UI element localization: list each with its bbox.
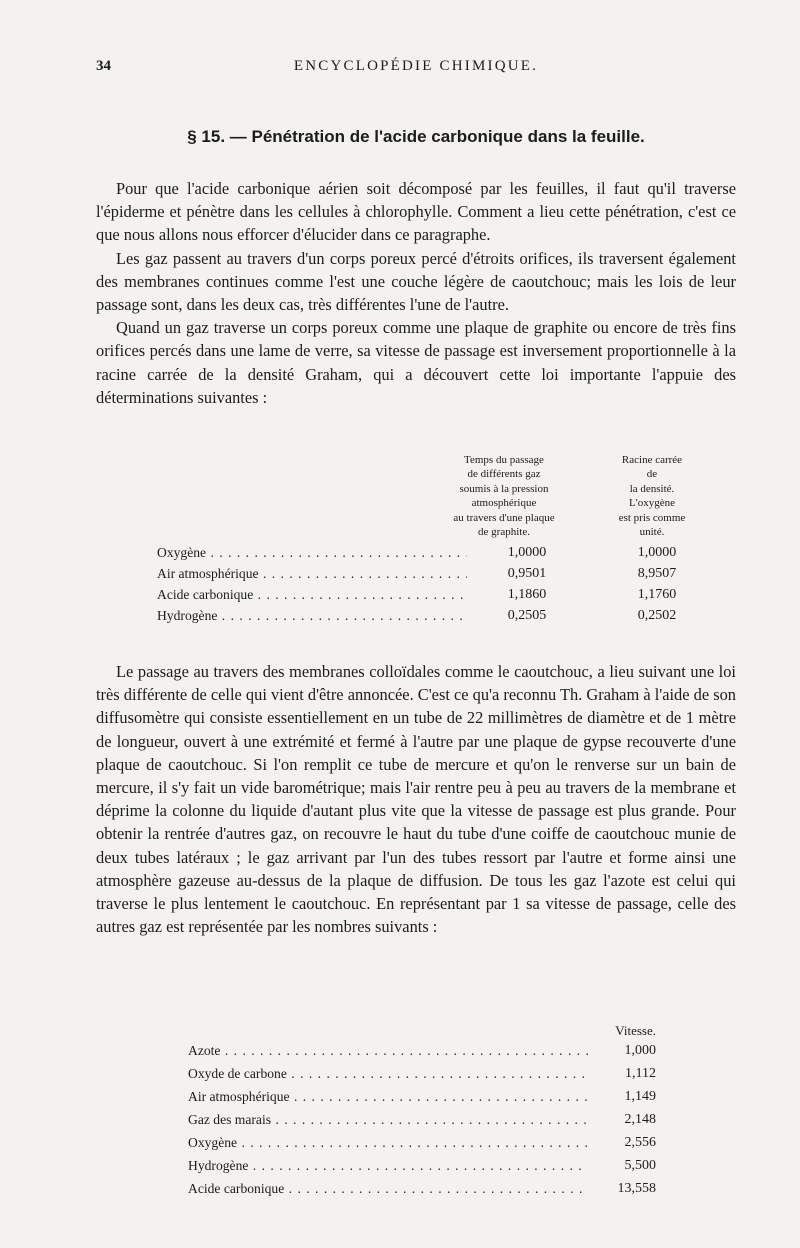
col-header-density-root: Racine carrée de la densité. L'oxygène est pris comme unité. (618, 454, 686, 539)
journal-title: ENCYCLOPÉDIE CHIMIQUE. (293, 58, 539, 74)
page-number: 34 (96, 58, 111, 74)
table-row: Hydrogène . . . 0,2505 0,2502 (157, 608, 730, 628)
rubber-diffusion-table (188, 1023, 668, 1218)
graphite-diffusion-table (157, 453, 730, 631)
col-header-passage-time: Temps du passage de différents gaz soumis à la pression atmosphérique au travers d'une plaque de graphite. (453, 454, 555, 539)
table-row: Oxyde de carbone . . . 1,112 (188, 1066, 658, 1086)
table-row: Azote . . . 1,000 (188, 1043, 658, 1063)
membrane-text (96, 660, 736, 938)
section-heading: § 15. — Pénétration de l'acide carbonique dans la feuille. (187, 127, 645, 146)
table-row: Air atmosphérique . . . 1,149 (188, 1089, 658, 1109)
table-row: Oxygène . . . 2,556 (188, 1135, 658, 1155)
table-row: Acide carbonique . . . 1,1860 1,1760 (157, 587, 730, 607)
paragraph-2: Les gaz passent au travers d'un corps poreux percé d'étroits orifices, ils traversent également des membranes continues comme l'est une couche légère de caoutchouc; mais les lois de leur passage sont, dans les deux cas, très différentes l'une de l'autre. (96, 248, 736, 315)
paragraph-3: Quand un gaz traverse un corps poreux comme une plaque de graphite ou encore de très fins orifices percés dans une lame de verre, sa vitesse de passage est inversement proportionnelle à la racine carrée de la densité Graham, qui a découvert cette loi importante l'appuie des déterminations suivantes : (96, 318, 736, 407)
running-head (96, 58, 736, 80)
table-row: Gaz des marais . . . 2,148 (188, 1112, 658, 1132)
table-row: Air atmosphérique . . . 0,9501 8,9507 (157, 566, 730, 586)
paragraph-1: Pour que l'acide carbonique aérien soit décomposé par les feuilles, il faut qu'il traverse l'épiderme et pénètre dans les cellules à chlorophylle. Comment a lieu cette pénétration, c'est ce que nous allons nous efforcer d'élucider dans ce paragraphe. (96, 179, 736, 245)
col-header-speed: Vitesse. (615, 1023, 656, 1038)
table-row: Acide carbonique . . . 13,558 (188, 1181, 658, 1201)
paragraph-4: Le passage au travers des membranes colloïdales comme le caoutchouc, a lieu suivant une loi très différente de celle qui vient d'être annoncée. C'est ce qu'a reconnu Th. Graham à l'aide de son diffusomètre qui consiste essentiellement en un tube de 22 millimètres de diamètre et de 1 mètre de longueur, ouvert à une extrémité et fermé à l'autre par une plaque de gypse recouverte d'une plaque de caoutchouc. Si l'on remplit ce tube de mercure et qu'on le renverse sur un bain de mercure, il s'y fait un vide barométrique; mais l'air rentre peu à peu au travers de la membrane et déprime la colonne du liquide d'autant plus vite que la vitesse de passage est plus grande. Pour obtenir la rentrée d'autres gaz, on recouvre le haut du tube d'une coiffe de caoutchouc munie de deux tubes latéraux ; le gaz arrivant par l'un des tubes ressort par l'autre et forme ainsi une atmosphère gazeuse au-dessus de la plaque de diffusion. De tous les gaz l'azote est celui qui traverse le plus lentement le caoutchouc. En représentant par 1 sa vitesse de passage, celle des autres gaz est représentée par les nombres suivants : (96, 662, 736, 937)
intro-text (96, 177, 736, 409)
table-row: Hydrogène . . . 5,500 (188, 1158, 658, 1178)
table-row: Oxygène . . . 1,0000 1,0000 (157, 545, 730, 565)
